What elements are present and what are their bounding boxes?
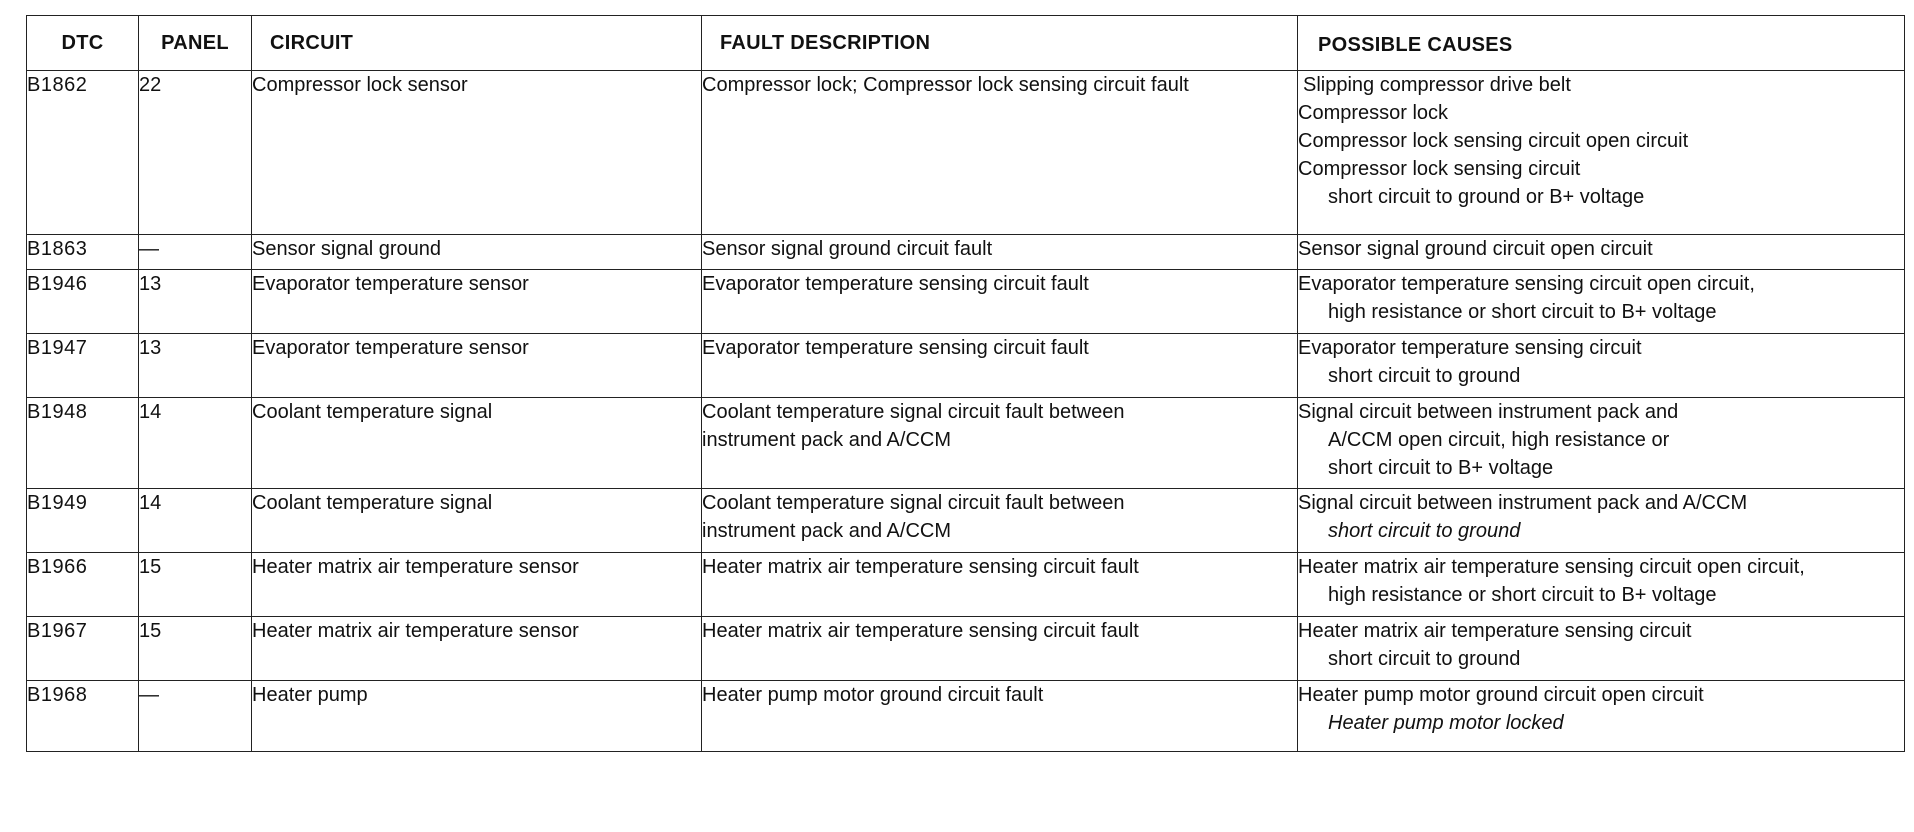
panel-number: 14 (139, 489, 252, 553)
panel-number: — (139, 681, 252, 752)
panel-number: 13 (139, 270, 252, 334)
circuit-name: Heater matrix air temperature sensor (252, 617, 702, 681)
header-panel: PANEL (139, 16, 252, 71)
fault-description: Heater matrix air temperature sensing circuit fault (702, 617, 1298, 681)
header-dtc: DTC (27, 16, 139, 71)
possible-causes (1298, 334, 1905, 398)
table-row (27, 398, 1905, 489)
possible-causes (1298, 398, 1905, 489)
cause-line: Heater pump motor ground circuit open circuit (1298, 684, 1704, 706)
possible-causes (1298, 617, 1905, 681)
panel-number: 15 (139, 617, 252, 681)
cause-line: high resistance or short circuit to B+ voltage (1328, 584, 1717, 606)
dtc-table (26, 15, 1905, 752)
dtc-table-sheet (26, 15, 1904, 752)
table-row (27, 71, 1905, 235)
table-row (27, 489, 1905, 553)
cause-line: short circuit to ground or B+ voltage (1328, 186, 1645, 208)
cause-line: high resistance or short circuit to B+ voltage (1328, 301, 1717, 323)
cause-line: Evaporator temperature sensing circuit open circuit, (1298, 273, 1755, 295)
fault-description: Compressor lock; Compressor lock sensing circuit fault (702, 71, 1298, 235)
table-row (27, 681, 1905, 752)
header-row (27, 16, 1905, 71)
cause-line: short circuit to B+ voltage (1328, 457, 1554, 479)
cause-line: Compressor lock sensing circuit (1298, 158, 1581, 180)
fault-line: Coolant temperature signal circuit fault between (702, 401, 1125, 423)
table-row (27, 617, 1905, 681)
header-circuit: CIRCUIT (252, 16, 702, 71)
cause-line: A/CCM open circuit, high resistance or (1328, 429, 1670, 451)
possible-causes (1298, 553, 1905, 617)
circuit-name: Evaporator temperature sensor (252, 334, 702, 398)
panel-number: 15 (139, 553, 252, 617)
fault-description (702, 398, 1298, 489)
possible-causes (1298, 71, 1905, 235)
dtc-code: B1968 (27, 681, 139, 752)
cause-line: Evaporator temperature sensing circuit (1298, 337, 1642, 359)
header-possible-causes: POSSIBLE CAUSES (1298, 16, 1905, 71)
table-row (27, 553, 1905, 617)
panel-number: 13 (139, 334, 252, 398)
table-row (27, 235, 1905, 270)
dtc-code: B1947 (27, 334, 139, 398)
circuit-name: Coolant temperature signal (252, 398, 702, 489)
cause-line: Signal circuit between instrument pack and (1298, 401, 1679, 423)
panel-number: 14 (139, 398, 252, 489)
possible-causes (1298, 489, 1905, 553)
fault-line: Coolant temperature signal circuit fault between (702, 492, 1125, 514)
cause-line: Slipping compressor drive belt (1303, 74, 1571, 96)
circuit-name: Compressor lock sensor (252, 71, 702, 235)
circuit-name: Heater matrix air temperature sensor (252, 553, 702, 617)
table-row (27, 270, 1905, 334)
cause-line: short circuit to ground (1328, 520, 1521, 542)
dtc-code: B1863 (27, 235, 139, 270)
panel-number: 22 (139, 71, 252, 235)
circuit-name: Heater pump (252, 681, 702, 752)
possible-causes (1298, 681, 1905, 752)
circuit-name: Evaporator temperature sensor (252, 270, 702, 334)
circuit-name: Coolant temperature signal (252, 489, 702, 553)
header-fault-description: FAULT DESCRIPTION (702, 16, 1298, 71)
cause-line: Sensor signal ground circuit open circuit (1298, 238, 1653, 260)
cause-line: Compressor lock sensing circuit open circuit (1298, 130, 1689, 152)
dtc-code: B1949 (27, 489, 139, 553)
possible-causes (1298, 270, 1905, 334)
panel-number: — (139, 235, 252, 270)
fault-description: Evaporator temperature sensing circuit fault (702, 270, 1298, 334)
dtc-code: B1966 (27, 553, 139, 617)
table-row (27, 334, 1905, 398)
fault-description: Heater pump motor ground circuit fault (702, 681, 1298, 752)
dtc-code: B1946 (27, 270, 139, 334)
dtc-code: B1948 (27, 398, 139, 489)
dtc-code: B1967 (27, 617, 139, 681)
cause-line: Heater matrix air temperature sensing circuit open circuit, (1298, 556, 1805, 578)
cause-line: short circuit to ground (1328, 365, 1521, 387)
possible-causes (1298, 235, 1905, 270)
cause-line: Heater matrix air temperature sensing circuit (1298, 620, 1692, 642)
circuit-name: Sensor signal ground (252, 235, 702, 270)
fault-description: Heater matrix air temperature sensing circuit fault (702, 553, 1298, 617)
fault-description: Evaporator temperature sensing circuit fault (702, 334, 1298, 398)
cause-line: Compressor lock (1298, 102, 1449, 124)
fault-line: instrument pack and A/CCM (702, 429, 951, 451)
cause-line: Heater pump motor locked (1328, 712, 1564, 734)
cause-line: short circuit to ground (1328, 648, 1521, 670)
dtc-code: B1862 (27, 71, 139, 235)
cause-line: Signal circuit between instrument pack and A/CCM (1298, 492, 1748, 514)
fault-line: instrument pack and A/CCM (702, 520, 951, 542)
fault-description (702, 489, 1298, 553)
fault-description: Sensor signal ground circuit fault (702, 235, 1298, 270)
